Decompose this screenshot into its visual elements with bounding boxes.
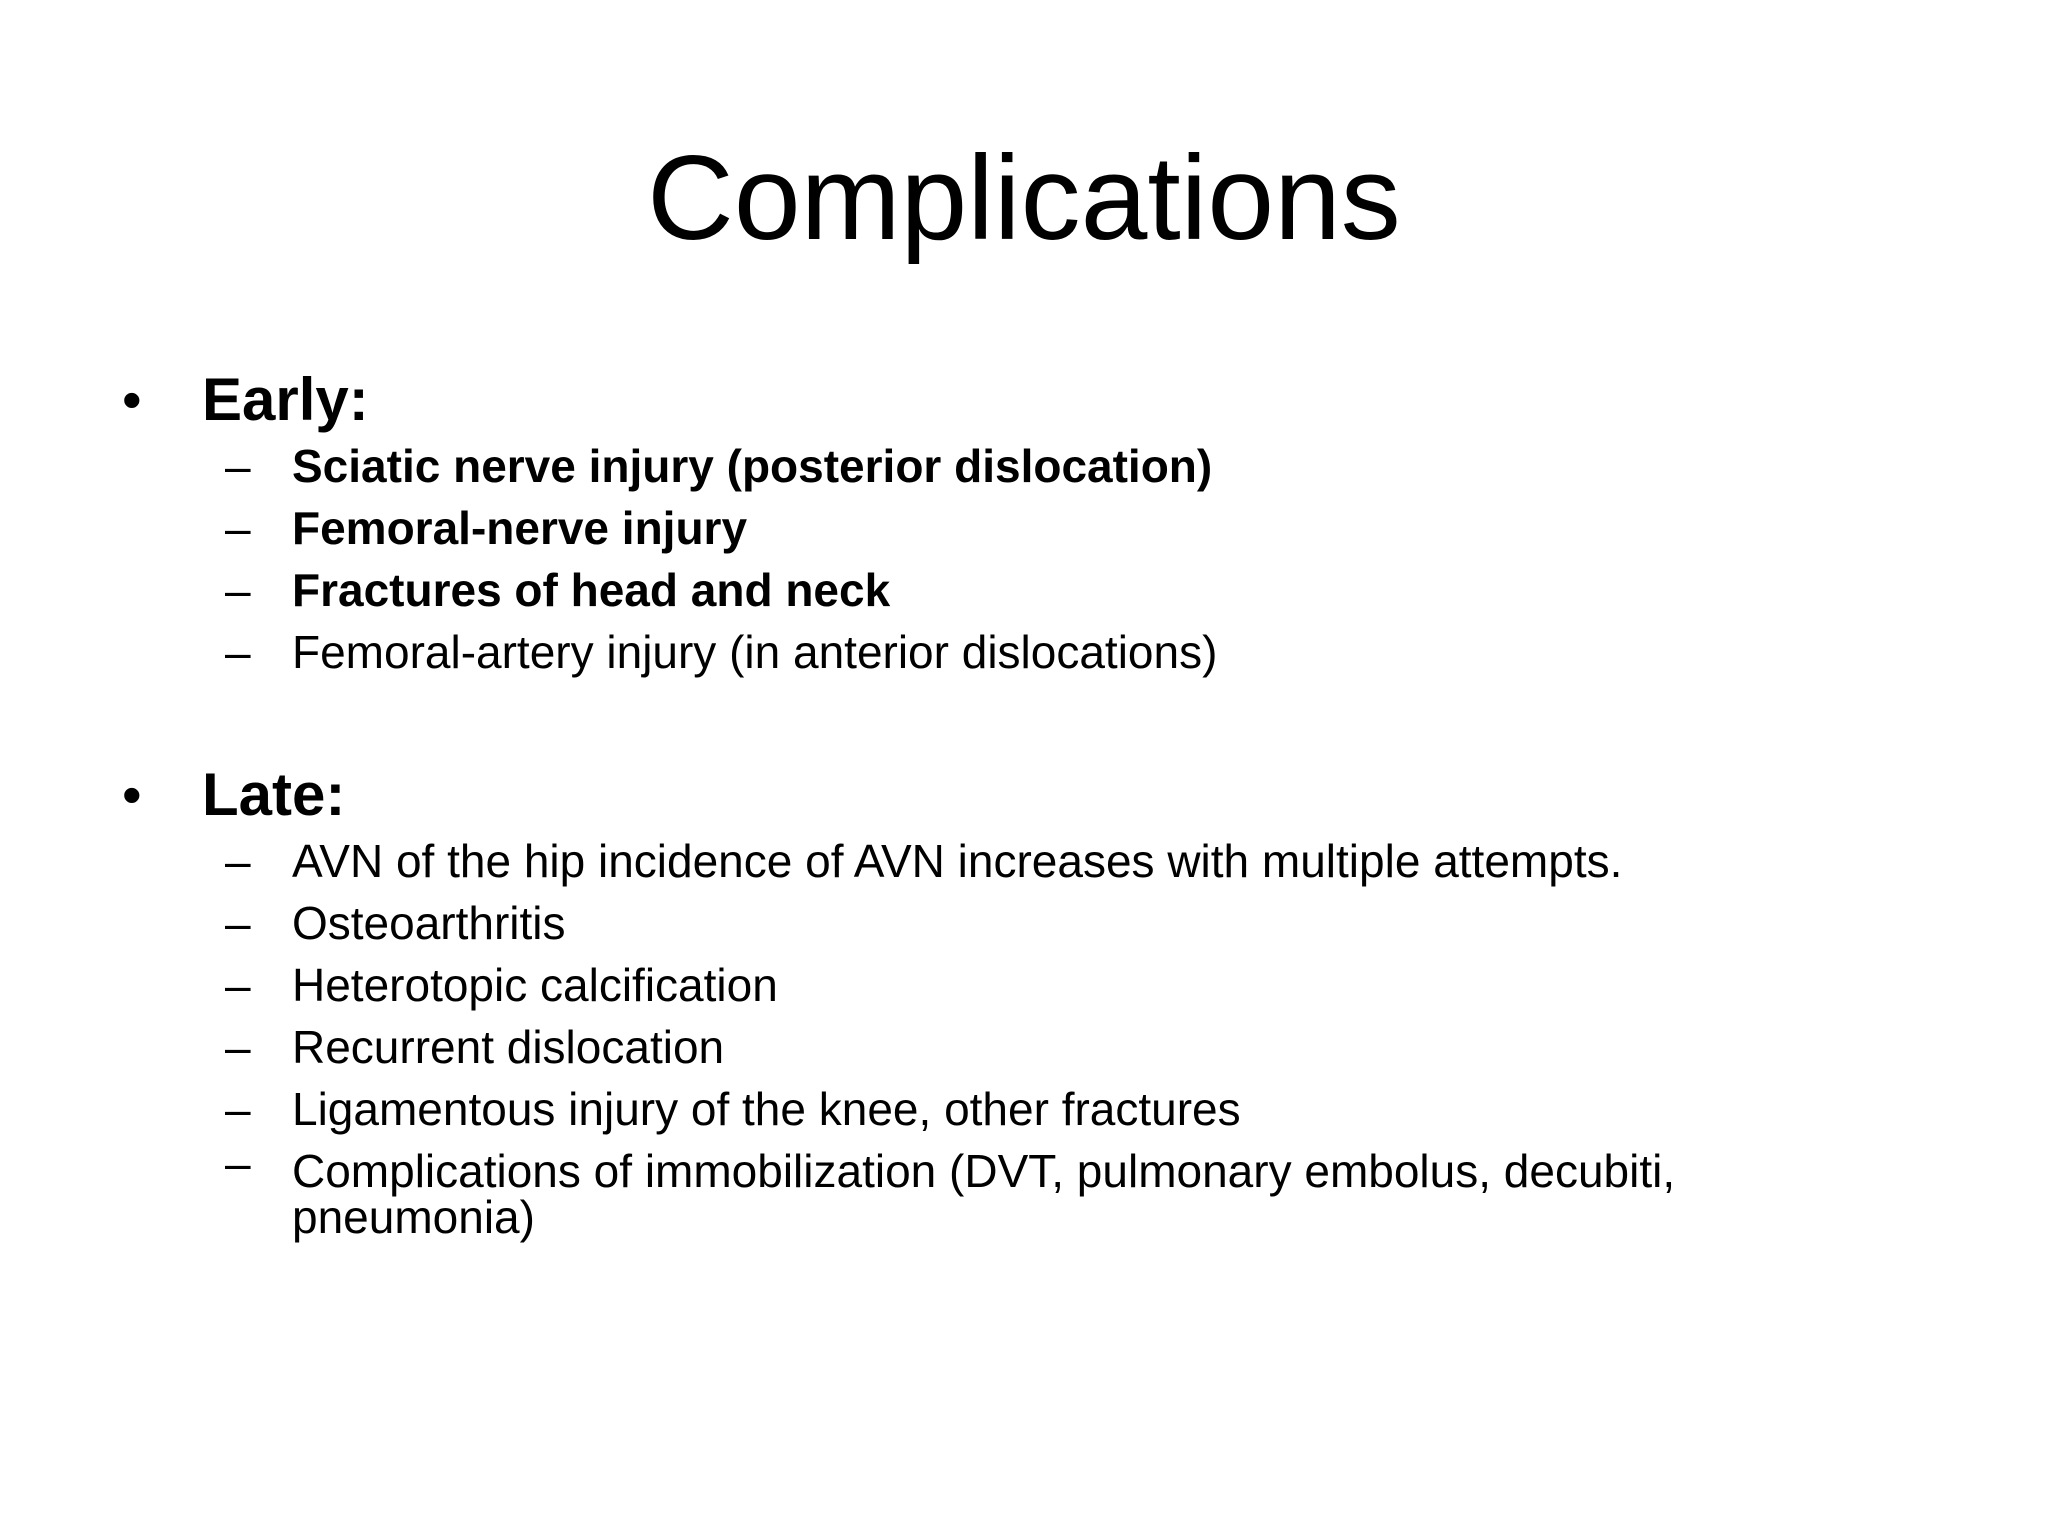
- section-early: [0, 365, 2048, 683]
- section-late: [0, 760, 2048, 1243]
- dash-icon: –: [225, 1021, 251, 1073]
- dash-icon: –: [225, 1137, 251, 1189]
- list-item-text: Fractures of head and neck: [292, 564, 891, 616]
- list-item: [0, 435, 2048, 497]
- section-heading: Late:: [202, 761, 346, 828]
- slide-title: Complications: [647, 131, 1401, 265]
- section-heading: Early:: [202, 366, 369, 433]
- list-item-text: Complications of immobilization (DVT, pulmonary embolus, decubiti, pneumonia): [292, 1145, 1676, 1243]
- list-item: [0, 954, 2048, 1016]
- list-item: [0, 830, 2048, 892]
- list-item-text: Osteoarthritis: [292, 897, 566, 949]
- dash-icon: –: [225, 502, 251, 554]
- list-item: [0, 892, 2048, 954]
- section-heading-row: [0, 365, 2048, 435]
- list-item: [0, 1137, 2048, 1243]
- list-item-text: Femoral-nerve injury: [292, 502, 748, 554]
- dash-icon: –: [225, 1083, 251, 1135]
- list-item-text: Ligamentous injury of the knee, other fractures: [292, 1083, 1241, 1135]
- dash-icon: –: [225, 959, 251, 1011]
- dash-icon: –: [225, 897, 251, 949]
- dash-icon: –: [225, 835, 251, 887]
- list-item: [0, 497, 2048, 559]
- list-item: [0, 1016, 2048, 1078]
- dash-icon: –: [225, 626, 251, 678]
- list-item-text: AVN of the hip incidence of AVN increases with multiple attempts.: [292, 835, 1623, 887]
- sub-list: [0, 830, 2048, 1243]
- bullet-icon: •: [122, 763, 142, 826]
- list-item-text: Recurrent dislocation: [292, 1021, 725, 1073]
- dash-icon: –: [225, 440, 251, 492]
- list-item-text: Femoral-artery injury (in anterior dislocations): [292, 626, 1218, 678]
- bullet-icon: •: [122, 368, 142, 431]
- sub-list: [0, 435, 2048, 683]
- list-item-text: Heterotopic calcification: [292, 959, 778, 1011]
- list-item-text: Sciatic nerve injury (posterior dislocation): [292, 440, 1213, 492]
- dash-icon: –: [225, 564, 251, 616]
- section-heading-row: [0, 760, 2048, 830]
- list-item: [0, 559, 2048, 621]
- list-item: [0, 1078, 2048, 1140]
- list-item: [0, 621, 2048, 683]
